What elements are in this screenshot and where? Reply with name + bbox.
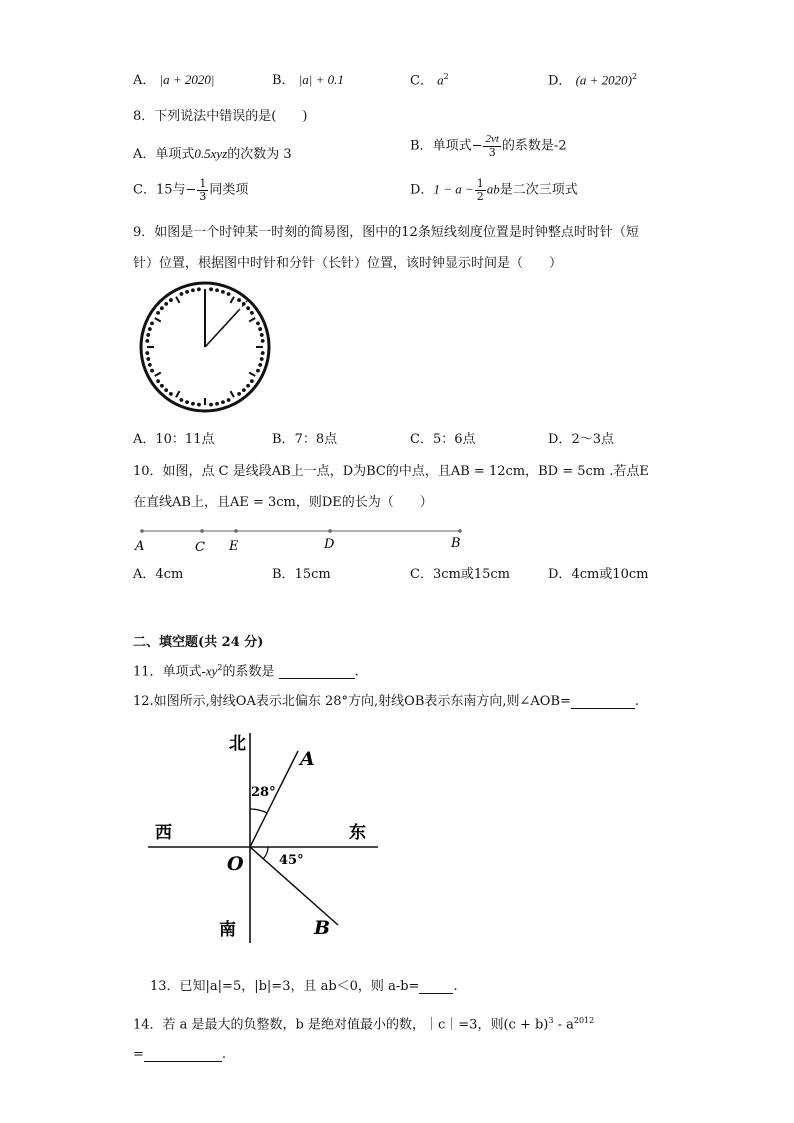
minute-dot bbox=[145, 339, 149, 343]
hour-tick bbox=[155, 318, 161, 322]
option-label: B． bbox=[410, 138, 433, 154]
option-math: (a + 2020) bbox=[575, 72, 633, 88]
option-label: A． bbox=[133, 73, 156, 88]
q9-option-b bbox=[272, 433, 337, 446]
fraction-denominator: 2 bbox=[476, 189, 484, 203]
option-math: 0.5xyz bbox=[194, 146, 228, 161]
minute-dot bbox=[191, 402, 195, 406]
option-text: 的系数是-2 bbox=[501, 138, 567, 154]
west-label: 西 bbox=[155, 823, 172, 843]
option-label: B． bbox=[272, 567, 295, 582]
q9-option-c bbox=[410, 433, 476, 446]
minute-dot bbox=[185, 400, 189, 404]
point-a-label: A bbox=[300, 748, 315, 770]
q11 bbox=[133, 664, 359, 679]
option-text: 15cm bbox=[294, 567, 331, 582]
question-text: = bbox=[133, 1047, 144, 1062]
option-text: 单项式− bbox=[432, 138, 483, 154]
minute-dot bbox=[221, 400, 225, 404]
minute-dot bbox=[256, 322, 260, 326]
q7-option-a bbox=[133, 73, 214, 87]
point-a-label: A bbox=[135, 539, 145, 554]
minute-dot bbox=[215, 288, 219, 292]
minute-dot bbox=[148, 363, 152, 367]
q9-stem-line2: 针）位置，根据图中时针和分针（长针）位置，该时钟显示时间是（ ） bbox=[133, 256, 563, 271]
option-label: C． bbox=[410, 432, 433, 447]
fraction-denominator: 3 bbox=[488, 145, 496, 159]
point-e-label: E bbox=[229, 539, 239, 554]
q12 bbox=[133, 695, 639, 709]
hour-tick bbox=[231, 297, 235, 303]
option-exponent: 2 bbox=[632, 72, 638, 81]
option-text: 4cm或10cm bbox=[571, 567, 649, 582]
angle-45-label: 45° bbox=[279, 853, 304, 868]
minute-dot bbox=[261, 351, 265, 355]
option-text: 2～3点 bbox=[571, 432, 614, 447]
fraction-numerator: 2vt bbox=[485, 133, 499, 145]
q10-option-b bbox=[272, 568, 331, 581]
question-text: . bbox=[453, 979, 458, 994]
minute-dot bbox=[258, 363, 262, 367]
minute-dot bbox=[250, 311, 254, 315]
question-math: -xy bbox=[201, 663, 218, 679]
option-label: C． bbox=[133, 182, 156, 198]
q8-option-d bbox=[410, 178, 578, 202]
minute-dot bbox=[215, 402, 219, 406]
q13 bbox=[150, 980, 458, 994]
answer-blank[interactable] bbox=[144, 1048, 222, 1062]
section-title: 二、填空题(共 24 分) bbox=[133, 635, 264, 650]
option-label: B． bbox=[272, 73, 295, 88]
minute-dot bbox=[146, 357, 150, 361]
point-a-dot bbox=[140, 529, 144, 533]
question-exponent: 3 bbox=[548, 1016, 554, 1025]
option-text: 5：6点 bbox=[432, 432, 476, 447]
point-c-dot bbox=[200, 529, 204, 533]
option-label: D． bbox=[548, 73, 572, 89]
fraction-numerator: 1 bbox=[476, 177, 484, 190]
minute-dot bbox=[209, 403, 213, 407]
fraction bbox=[475, 178, 486, 202]
option-text: 是二次三项式 bbox=[499, 182, 578, 198]
option-math: 1 − a − bbox=[433, 181, 474, 197]
option-label: D． bbox=[548, 432, 572, 447]
fraction-numerator: 1 bbox=[199, 177, 207, 190]
question-text: 的系数是 bbox=[222, 664, 275, 680]
fraction bbox=[483, 134, 500, 158]
option-label: A． bbox=[133, 147, 156, 162]
south-label: 南 bbox=[219, 920, 236, 940]
minute-dot bbox=[261, 339, 265, 343]
question-text: - a bbox=[553, 1017, 574, 1033]
q10-option-c bbox=[410, 568, 510, 581]
q8-option-c bbox=[133, 178, 248, 202]
minute-dot bbox=[156, 379, 160, 383]
minute-dot bbox=[180, 292, 184, 296]
hour-tick bbox=[176, 297, 180, 303]
option-text: 单项式 bbox=[155, 147, 195, 162]
q9-option-a bbox=[133, 433, 214, 446]
q10-stem-line1: 10．如图，点 C 是线段AB上一点，D为BC的中点，且AB = 12cm，BD = 5cm .若点E bbox=[133, 464, 649, 479]
minute-dot bbox=[180, 398, 184, 402]
minute-dot bbox=[150, 369, 154, 373]
north-label: 北 bbox=[229, 734, 246, 754]
answer-blank[interactable] bbox=[279, 665, 355, 679]
option-math: a bbox=[437, 72, 444, 88]
q7-option-c bbox=[410, 73, 449, 87]
point-e-dot bbox=[234, 529, 238, 533]
angle-45-arc bbox=[263, 847, 268, 859]
point-d-dot bbox=[328, 529, 332, 533]
option-text: 10：11点 bbox=[155, 432, 215, 447]
minute-dot bbox=[146, 333, 150, 337]
minute-dot bbox=[185, 290, 189, 294]
option-text: 15与− bbox=[155, 182, 197, 198]
minute-dot bbox=[209, 287, 213, 291]
option-text: 同类项 bbox=[209, 182, 249, 198]
option-text: 3cm或15cm bbox=[432, 567, 510, 582]
minute-dot bbox=[246, 306, 250, 310]
minute-dot bbox=[197, 403, 201, 407]
clock-figure bbox=[136, 281, 274, 413]
option-math: |a + 2020| bbox=[159, 72, 215, 87]
hour-tick bbox=[231, 391, 235, 397]
option-text: 7：8点 bbox=[294, 432, 338, 447]
question-text: . bbox=[354, 664, 359, 680]
minute-dot bbox=[148, 327, 152, 331]
minute-dot bbox=[156, 311, 160, 315]
east-label: 东 bbox=[349, 823, 366, 843]
option-label: C． bbox=[410, 567, 433, 582]
question-exponent: 2 bbox=[217, 663, 223, 672]
origin-label: O bbox=[227, 853, 244, 875]
option-text: 的次数为 3 bbox=[227, 147, 292, 162]
minute-dot bbox=[256, 369, 260, 373]
direction-figure bbox=[140, 725, 385, 947]
point-d-label: D bbox=[324, 537, 335, 552]
fraction-denominator: 3 bbox=[199, 189, 207, 203]
minute-dot bbox=[197, 287, 201, 291]
q8-option-a bbox=[133, 147, 292, 161]
option-label: B． bbox=[272, 432, 295, 447]
minute-dot bbox=[227, 292, 231, 296]
minute-dot bbox=[260, 357, 264, 361]
question-text: 11．单项式 bbox=[133, 664, 202, 680]
hour-tick bbox=[249, 318, 255, 322]
q8-option-b bbox=[410, 134, 567, 158]
q9-option-d bbox=[548, 433, 614, 446]
question-text: . bbox=[634, 694, 640, 709]
question-text: 12.如图所示,射线OA表示北偏东 28°方向,射线OB表示东南方向,则∠AOB= bbox=[133, 694, 571, 709]
hour-tick bbox=[249, 373, 255, 377]
q10-option-a bbox=[133, 568, 183, 581]
hour-tick bbox=[176, 391, 180, 397]
question-exponent: 2012 bbox=[573, 1016, 595, 1025]
point-c-label: C bbox=[195, 540, 205, 555]
minute-dot bbox=[145, 351, 149, 355]
minute-dot bbox=[169, 298, 173, 302]
minute-dot bbox=[160, 384, 164, 388]
minute-dot bbox=[250, 379, 254, 383]
minute-dot bbox=[246, 384, 250, 388]
minute-dot bbox=[237, 298, 241, 302]
option-math: |a| + 0.1 bbox=[298, 72, 344, 87]
answer-blank[interactable] bbox=[571, 695, 635, 709]
point-b-label: B bbox=[314, 917, 331, 939]
segment-figure bbox=[130, 520, 470, 556]
q7-option-d bbox=[548, 73, 637, 87]
q9-stem-line1: 9．如图是一个时钟某一时刻的简易图，图中的12条短线刻度位置是时钟整点时时针（短 bbox=[133, 225, 639, 240]
option-label: A． bbox=[133, 567, 156, 582]
minute-dot bbox=[169, 392, 173, 396]
option-label: A． bbox=[133, 432, 156, 447]
q8-stem: 8．下列说法中错误的是( ) bbox=[133, 109, 308, 124]
minute-dot bbox=[164, 302, 168, 306]
minute-dot bbox=[164, 388, 168, 392]
option-label: D． bbox=[548, 567, 572, 582]
minute-dot bbox=[237, 392, 241, 396]
question-text: 14．若 a 是最大的负整数，b 是绝对值最小的数，｜c｜=3，则(c + b) bbox=[133, 1017, 549, 1033]
q10-stem-line2: 在直线AB上，且AE = 3cm，则DE的长为（ ） bbox=[133, 495, 433, 510]
answer-blank[interactable] bbox=[419, 980, 453, 994]
option-label: D． bbox=[410, 182, 434, 198]
point-b-label: B bbox=[451, 536, 461, 551]
option-math: ab bbox=[486, 181, 500, 197]
minute-dot bbox=[258, 327, 262, 331]
minute-dot bbox=[191, 288, 195, 292]
angle-28-label: 28° bbox=[251, 785, 276, 800]
q10-option-d bbox=[548, 568, 648, 581]
option-text: 4cm bbox=[155, 567, 184, 582]
minute-dot bbox=[227, 398, 231, 402]
q7-option-b bbox=[272, 73, 344, 87]
option-exponent: 2 bbox=[443, 72, 449, 81]
question-text: . bbox=[221, 1047, 227, 1062]
option-label: C． bbox=[410, 73, 433, 89]
angle-28-arc bbox=[250, 809, 267, 813]
q14-line1 bbox=[133, 1017, 594, 1031]
minute-dot bbox=[221, 290, 225, 294]
hour-tick bbox=[155, 373, 161, 377]
minute-dot bbox=[260, 333, 264, 337]
question-text: 13．已知|a|=5，|b|=3，且 ab＜0，则 a-b= bbox=[150, 979, 420, 994]
fraction bbox=[197, 178, 208, 202]
q14-line2 bbox=[133, 1048, 226, 1062]
minute-dot bbox=[242, 388, 246, 392]
minute-dot bbox=[150, 322, 154, 326]
minute-dot bbox=[160, 306, 164, 310]
point-b-dot bbox=[458, 529, 462, 533]
